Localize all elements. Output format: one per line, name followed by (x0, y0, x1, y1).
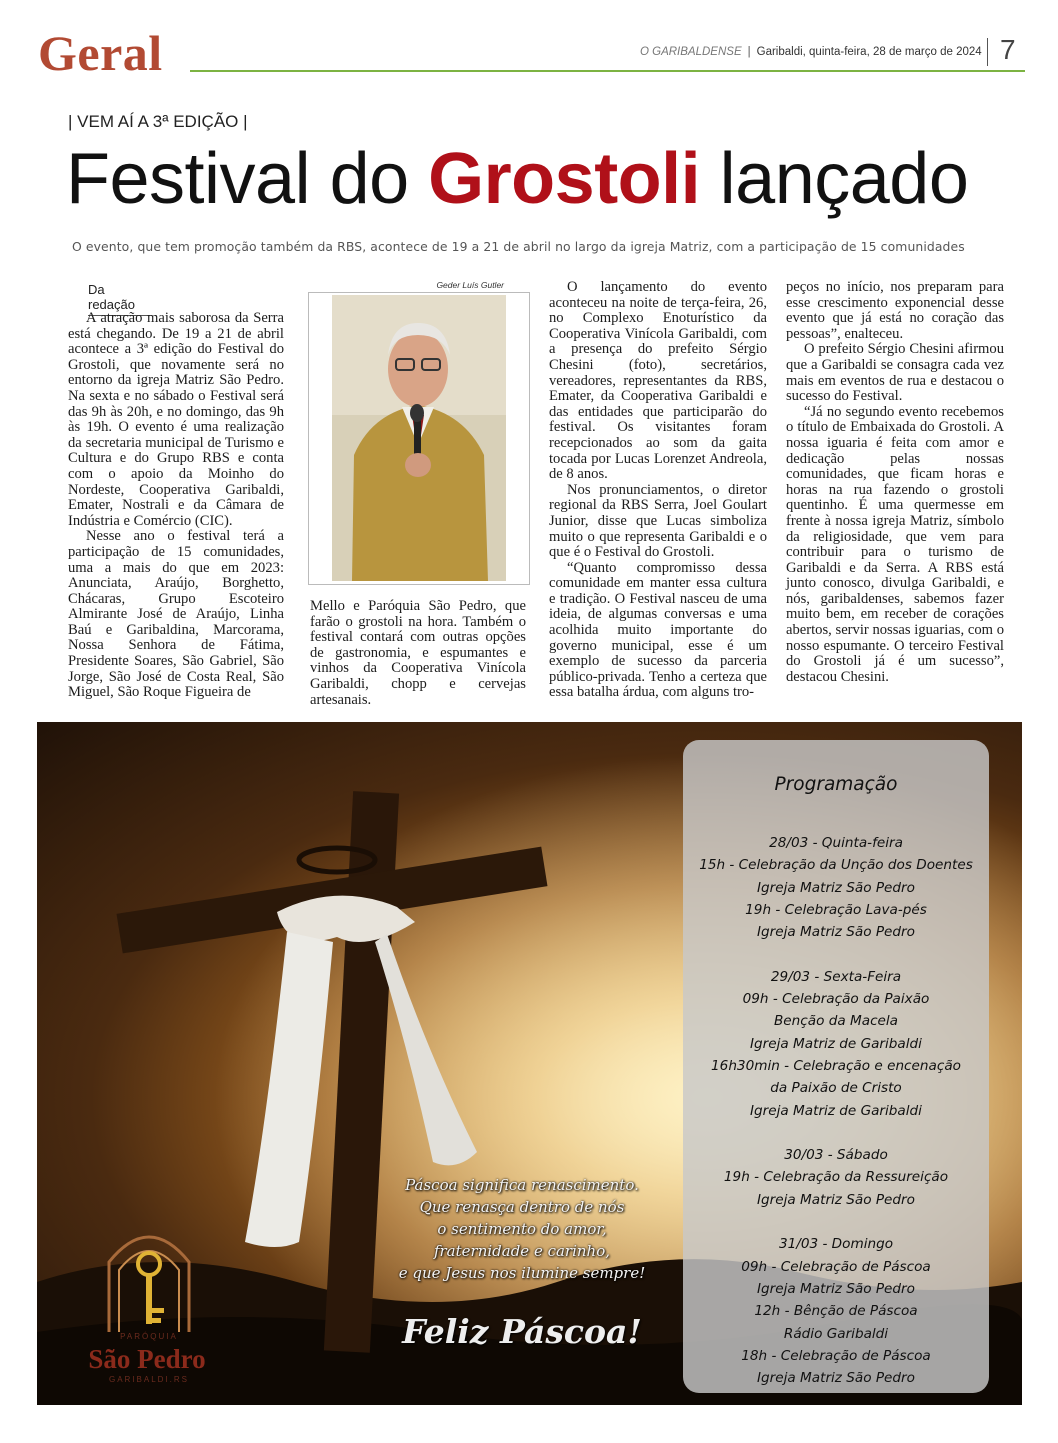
dateline: Garibaldi, quinta-feira, 28 de março de 2024 (756, 46, 982, 58)
article-column-1 (68, 311, 284, 701)
schedule-line: 12h - Bênção de Páscoa (754, 1303, 918, 1320)
message-line: Páscoa significa renascimento. (405, 1176, 639, 1194)
article-column-4 (786, 280, 1004, 685)
message-line: o sentimento do amor, (437, 1220, 607, 1238)
article-column-2 (310, 599, 526, 708)
paragraph: “Já no segundo evento recebemos o título de Embaixada do Grostoli. A nossa iguaria é feita com amor e dedicação pelas nossas comunidades, que ficam horas e horas na rua fazendo o grostoli quentinho. É uma quermesse em frente à nossa igreja Matriz, símbolo da religiosidade, que vem para contribuir para o turismo de Garibaldi e da Serra. A RBS está junto conosco, divulga Garibaldi, e nós, garibaldenses, sabemos fazer muito bem, em receber de corações abertos, servir nossas iguarias, com o nosso espumante. O terceiro Festival do Grostoli já é um sucesso”, destacou Chesini. (786, 403, 1004, 685)
headline-part2: lançado (700, 139, 969, 219)
schedule-line: Igreja Matriz São Pedro (757, 879, 915, 896)
schedule-line: 09h - Celebração de Páscoa (741, 1258, 931, 1275)
kicker: | VEM AÍ A 3ª EDIÇÃO | (68, 112, 248, 131)
paragraph: Nos pronunciamentos, o diretor regional da RBS Serra, Joel Goulart Junior, disse que Lucas simboliza muito o que representa Garibaldi e o que é o Festival do Grostoli. (549, 481, 767, 561)
schedule-line: 09h - Celebração da Paixão (742, 991, 930, 1008)
mayor-illustration (332, 295, 506, 581)
schedule-line: Igreja Matriz São Pedro (757, 1280, 915, 1297)
page-number-divider (987, 38, 988, 66)
schedule-line: 31/03 - Domingo (778, 1236, 894, 1253)
paragraph: Mello e Paróquia São Pedro, que farão o grostoli na hora. Também o festival contará com outras opções de gastronomia, e espumantes e vinhos da Cooperativa Vinícola Garibaldi, chopp e cervejas artesanais. (310, 598, 526, 708)
logo-city: GARIBALDI.RS (108, 1375, 189, 1384)
publication-name: O GARIBALDENSE (640, 46, 742, 58)
schedule-line: Rádio Garibaldi (783, 1325, 889, 1342)
programacao-title: Programação (774, 774, 898, 795)
schedule-line: 28/03 - Quinta-feira (769, 835, 903, 851)
easter-message (352, 1174, 692, 1284)
paragraph: “Quanto compromisso dessa comunidade em manter essa cultura e tradição. O Festival nasceu de uma ideia, de algumas conversas e uma acolhida muito importante do governo municipal, esse é um exemplo de sucesso da parceria público-privada. Tenho a certeza que essa batalha árdua, com alguns tro- (549, 559, 767, 701)
schedule-line: Benção da Macela (773, 1013, 899, 1030)
schedule-line: 29/03 - Sexta-Feira (770, 968, 902, 985)
section-title: Geral (38, 25, 163, 81)
schedule-line: Igreja Matriz São Pedro (757, 924, 915, 941)
schedule-line: Igreja Matriz São Pedro (757, 1191, 915, 1208)
easter-advertisement (37, 722, 1022, 1405)
paragraph: O lançamento do evento aconteceu na noite de terça-feira, 26, no Complexo Enoturístico da Cooperativa Vinícola Garibaldi, com a presença do prefeito Sérgio Chesini (foto), secretários, vereadores, representantes da RBS, Emater, da Cooperativa Garibaldi e das entidades que participarão do festival. Os visitantes foram recepcionados ao som da gaita tocada por Lucas Lorenzet Andreola, de 8 anos. (549, 279, 767, 483)
paragraph: Nesse ano o festival terá a participação de 15 comunidades, uma a mais do que em 2023: Anunciata, Araújo, Borghetto, Chácaras, Grupo Escoteiro Almirante José de Araújo, Linha Baú e Garibaldina, Marcorama, Nossa Senhora de Fátima, Presidente Soares, São Gabriel, São Jorge, São José de Costa Real, São Miguel, São Roque Figueira de (68, 528, 284, 701)
subhead: O evento, que tem promoção também da RBS, acontece de 19 a 21 de abril no largo da igreja Matriz, com a participação de 15 comunidades (72, 239, 965, 254)
headline-part1: Festival do (66, 139, 429, 219)
easter-greeting: Feliz Páscoa! (402, 1312, 642, 1351)
schedule-line: 19h - Celebração Lava-pés (745, 901, 927, 918)
page-number: 7 (1000, 34, 1016, 65)
schedule-line: 15h - Celebração da Unção dos Doentes (699, 857, 973, 874)
header-rule (190, 70, 1025, 72)
headline-accent: Grostoli (428, 139, 701, 219)
headline (66, 140, 968, 219)
logo-top-text: PARÓQUIA (120, 1332, 178, 1341)
message-line: e que Jesus nos ilumine sempre! (398, 1264, 646, 1282)
mayor-photo (332, 295, 506, 581)
schedule-line: 30/03 - Sábado (784, 1147, 888, 1164)
paragraph: O prefeito Sérgio Chesini afirmou que a Garibaldi se consagra cada vez mais em eventos de rua e destacou o sucesso do Festival. (786, 341, 1004, 405)
schedule-line: 19h - Celebração da Ressureição (723, 1169, 949, 1186)
schedule-line: 16h30min - Celebração e encenação (711, 1057, 961, 1074)
paragraph: peços no início, nos preparam para esse crescimento exponencial desse evento que já está no coração das pessoas”, enalteceu. (786, 279, 1004, 342)
schedule-line: Igreja Matriz São Pedro (757, 1370, 915, 1387)
programacao-list (683, 832, 989, 1389)
photo-credit: Geder Luís Gutler (436, 280, 504, 290)
schedule-line: 18h - Celebração de Páscoa (741, 1347, 931, 1364)
message-line: fraternidade e carinho, (433, 1242, 611, 1260)
photo-frame (308, 292, 530, 585)
paragraph: A atração mais saborosa da Serra está chegando. De 19 a 21 de abril acontece a 3ª edição do Festival do Grostoli, que novamente será no entorno da igreja Matriz São Pedro. Na sexta e no sábado o Festival será das 9h às 20h, e no domingo, das 9h às 19h. O evento é uma realização da secretaria municipal de Turismo e Cultura e do Grupo RBS e conta com o apoio da Moinho do Nordeste, Cooperativa Garibaldi, Emater, Nostrali e da Câmara de Indústria e Comércio (CIC). (68, 310, 284, 529)
schedule-line: da Paixão de Cristo (770, 1080, 902, 1097)
article-column-3 (549, 280, 767, 701)
message-line: Que renasça dentro de nós (419, 1198, 625, 1216)
byline: Da redação (88, 282, 150, 316)
header-meta: O GARIBALDENSE | Garibaldi, quinta-feira, 28 de março de 2024 (640, 46, 982, 58)
logo-name: São Pedro (88, 1344, 206, 1374)
schedule-line: Igreja Matriz de Garibaldi (750, 1035, 922, 1052)
schedule-line: Igreja Matriz de Garibaldi (750, 1102, 922, 1119)
programacao-panel (683, 740, 989, 1393)
